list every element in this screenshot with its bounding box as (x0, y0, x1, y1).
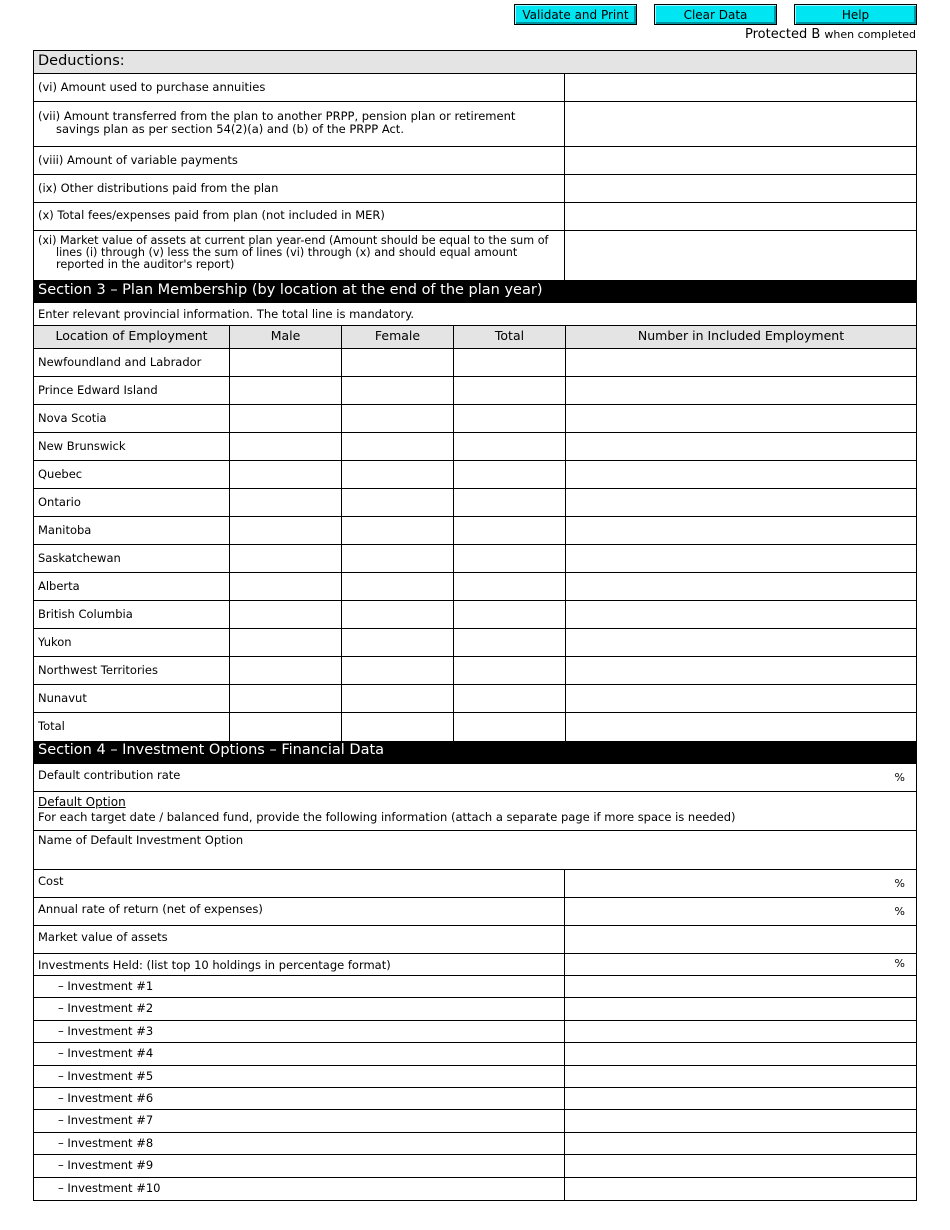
female-input[interactable] (341, 545, 453, 572)
total-input[interactable] (453, 545, 565, 572)
location-label: Alberta (38, 579, 80, 593)
investment-input[interactable] (564, 1110, 916, 1131)
included-employment-input[interactable] (565, 517, 916, 544)
deduction-label: (vi) Amount used to purchase annuities (38, 80, 266, 94)
deductions-header (34, 51, 916, 74)
included-employment-input[interactable] (565, 489, 916, 516)
section3-instruction: Enter relevant provincial information. The total line is mandatory. (38, 307, 415, 321)
included-employment-input[interactable] (565, 405, 916, 432)
total-input[interactable] (453, 657, 565, 684)
male-input[interactable] (229, 685, 341, 712)
membership-row (34, 461, 916, 489)
investment-row (34, 1088, 916, 1110)
female-input[interactable] (341, 685, 453, 712)
location-label: Saskatchewan (38, 551, 121, 565)
deductions-title: Deductions: (38, 53, 125, 69)
location-label: Manitoba (38, 523, 92, 537)
location-label: Nova Scotia (38, 411, 107, 425)
investments-held-row (34, 954, 916, 976)
default-rate-row[interactable] (34, 764, 916, 792)
section3-instruction-row (34, 303, 916, 326)
included-employment-input[interactable] (565, 545, 916, 572)
male-input[interactable] (229, 517, 341, 544)
total-input[interactable] (453, 377, 565, 404)
investment-label: – Investment #4 (58, 1046, 154, 1061)
annual-return-input[interactable] (564, 898, 916, 925)
location-label: Total (38, 719, 65, 733)
male-input[interactable] (229, 713, 341, 741)
male-input[interactable] (229, 377, 341, 404)
investment-label: – Investment #9 (58, 1158, 154, 1173)
male-input[interactable] (229, 489, 341, 516)
deduction-x-input[interactable] (564, 203, 916, 230)
investment-label: – Investment #8 (58, 1135, 154, 1150)
investment-input[interactable] (564, 1155, 916, 1176)
male-input[interactable] (229, 433, 341, 460)
membership-row (34, 517, 916, 545)
investment-rows (34, 976, 916, 1200)
membership-row (34, 545, 916, 573)
column-header-total: Total (453, 326, 565, 348)
investment-input[interactable] (564, 1178, 916, 1200)
default-option-heading: Default Option (38, 795, 126, 809)
included-employment-input[interactable] (565, 433, 916, 460)
cost-row (34, 870, 916, 898)
membership-row (34, 601, 916, 629)
annual-return-row (34, 898, 916, 926)
investment-row (34, 998, 916, 1020)
investment-row (34, 1178, 916, 1200)
total-input[interactable] (453, 433, 565, 460)
default-option-name-label: Name of Default Investment Option (38, 833, 244, 847)
investment-row (34, 1043, 916, 1065)
deduction-label: (viii) Amount of variable payments (38, 153, 238, 167)
location-label: Northwest Territories (38, 663, 158, 677)
female-input[interactable] (341, 573, 453, 600)
location-label: British Columbia (38, 607, 133, 621)
investment-row (34, 1021, 916, 1043)
total-input[interactable] (453, 713, 565, 741)
protected-b-notice (745, 27, 916, 42)
investment-label: – Investment #3 (58, 1023, 154, 1038)
female-input[interactable] (341, 377, 453, 404)
investment-row (34, 1155, 916, 1177)
column-header-location: Location of Employment (55, 328, 208, 343)
female-input[interactable] (341, 405, 453, 432)
female-input[interactable] (341, 349, 453, 376)
default-option-row (34, 792, 916, 831)
cost-input[interactable] (564, 870, 916, 897)
female-input[interactable] (341, 461, 453, 488)
location-label: Prince Edward Island (38, 383, 158, 397)
membership-row (34, 377, 916, 405)
deduction-label: (x) Total fees/expenses paid from plan (not included in MER) (38, 208, 385, 222)
included-employment-input[interactable] (565, 377, 916, 404)
female-input[interactable] (341, 517, 453, 544)
membership-row (34, 713, 916, 741)
cost-percent: % (894, 877, 905, 890)
section3-title: Section 3 – Plan Membership (by location at the end of the plan year) (34, 281, 916, 303)
protected-label: Protected B (745, 27, 821, 42)
included-employment-input[interactable] (565, 601, 916, 628)
investment-row (34, 976, 916, 998)
annual-return-label: Annual rate of return (net of expenses) (38, 902, 263, 916)
investment-input[interactable] (564, 976, 916, 997)
membership-row (34, 433, 916, 461)
cost-label: Cost (38, 874, 64, 888)
included-employment-input[interactable] (565, 629, 916, 656)
investments-held-label: Investments Held: (list top 10 holdings in percentage format) (38, 958, 391, 972)
total-input[interactable] (453, 405, 565, 432)
investment-label: – Investment #10 (58, 1180, 161, 1195)
male-input[interactable] (229, 405, 341, 432)
female-input[interactable] (341, 713, 453, 741)
female-input[interactable] (341, 629, 453, 656)
total-input[interactable] (453, 601, 565, 628)
membership-table-header (34, 326, 916, 349)
membership-row (34, 489, 916, 517)
male-input[interactable] (229, 601, 341, 628)
male-input[interactable] (229, 545, 341, 572)
included-employment-input[interactable] (565, 685, 916, 712)
market-value-label: Market value of assets (38, 930, 168, 944)
deduction-label: (ix) Other distributions paid from the plan (38, 181, 279, 195)
investment-input[interactable] (564, 1133, 916, 1154)
deduction-label: (xi) Market value of assets at current plan year-end (Amount should be equal to the sum of lines (i) through (v) less the sum of lines (vi) through (x) and should equal amount reported in the auditor's report) (38, 234, 549, 271)
help-button[interactable]: Help (794, 4, 917, 25)
location-label: Newfoundland and Labrador (38, 355, 202, 369)
location-label: New Brunswick (38, 439, 126, 453)
investment-label: – Investment #6 (58, 1090, 154, 1105)
total-input[interactable] (453, 349, 565, 376)
membership-row (34, 573, 916, 601)
annual-return-percent: % (894, 905, 905, 918)
included-employment-input[interactable] (565, 713, 916, 741)
investment-input[interactable] (564, 1043, 916, 1064)
deduction-row-ix (34, 175, 916, 203)
investments-held-cell (564, 954, 916, 975)
location-label: Nunavut (38, 691, 87, 705)
investment-label: – Investment #5 (58, 1068, 154, 1083)
membership-row (34, 685, 916, 713)
deduction-ix-input[interactable] (564, 175, 916, 202)
column-header-included-employment: Number in Included Employment (565, 326, 916, 348)
total-input[interactable] (453, 517, 565, 544)
male-input[interactable] (229, 573, 341, 600)
total-input[interactable] (453, 629, 565, 656)
location-label: Ontario (38, 495, 81, 509)
market-value-row (34, 926, 916, 954)
location-label: Quebec (38, 467, 83, 481)
deduction-viii-input[interactable] (564, 147, 916, 174)
male-input[interactable] (229, 349, 341, 376)
investment-input[interactable] (564, 1088, 916, 1109)
membership-row (34, 405, 916, 433)
female-input[interactable] (341, 489, 453, 516)
included-employment-input[interactable] (565, 349, 916, 376)
female-input[interactable] (341, 601, 453, 628)
validate-and-print-button[interactable]: Validate and Print (514, 4, 637, 25)
investment-label: – Investment #7 (58, 1113, 154, 1128)
market-value-input[interactable] (564, 926, 916, 953)
deduction-row-viii (34, 147, 916, 175)
investments-held-percent: % (894, 957, 905, 970)
clear-data-button[interactable]: Clear Data (654, 4, 777, 25)
total-input[interactable] (453, 461, 565, 488)
default-rate-percent: % (894, 771, 905, 784)
investment-input[interactable] (564, 1021, 916, 1042)
investment-label: – Investment #2 (58, 1001, 154, 1016)
total-input[interactable] (453, 573, 565, 600)
default-option-name-row[interactable] (34, 831, 916, 870)
total-input[interactable] (453, 685, 565, 712)
section4-title: Section 4 – Investment Options – Financial Data (34, 741, 916, 764)
included-employment-input[interactable] (565, 573, 916, 600)
default-rate-label: Default contribution rate (38, 768, 181, 782)
deduction-row-x (34, 203, 916, 231)
investment-input[interactable] (564, 998, 916, 1019)
membership-row (34, 629, 916, 657)
included-employment-input[interactable] (565, 657, 916, 684)
investment-row (34, 1066, 916, 1088)
default-option-text: For each target date / balanced fund, provide the following information (attach a separate page if more space is needed) (38, 809, 736, 824)
deduction-xi-input[interactable] (564, 231, 916, 280)
female-input[interactable] (341, 657, 453, 684)
female-input[interactable] (341, 433, 453, 460)
male-input[interactable] (229, 461, 341, 488)
included-employment-input[interactable] (565, 461, 916, 488)
investment-label: – Investment #1 (58, 979, 154, 993)
investment-input[interactable] (564, 1066, 916, 1087)
deduction-row-xi (34, 231, 916, 281)
deduction-label: (vii) Amount transferred from the plan to another PRPP, pension plan or retirement savings plan as per section 54(2)(a) and (b) of the PRPP Act. (38, 109, 516, 136)
deduction-row-vi (34, 74, 916, 102)
membership-row (34, 349, 916, 377)
membership-rows (34, 349, 916, 741)
protected-sub-label: when completed (824, 28, 916, 41)
deduction-vi-input[interactable] (564, 74, 916, 101)
investment-row (34, 1133, 916, 1155)
total-input[interactable] (453, 489, 565, 516)
membership-row (34, 657, 916, 685)
male-input[interactable] (229, 629, 341, 656)
deduction-row-vii (34, 102, 916, 147)
form-body (33, 50, 917, 1201)
male-input[interactable] (229, 657, 341, 684)
column-header-male: Male (229, 326, 341, 348)
deduction-vii-input[interactable] (564, 102, 916, 146)
investment-row (34, 1110, 916, 1132)
column-header-female: Female (341, 326, 453, 348)
location-label: Yukon (38, 635, 72, 649)
